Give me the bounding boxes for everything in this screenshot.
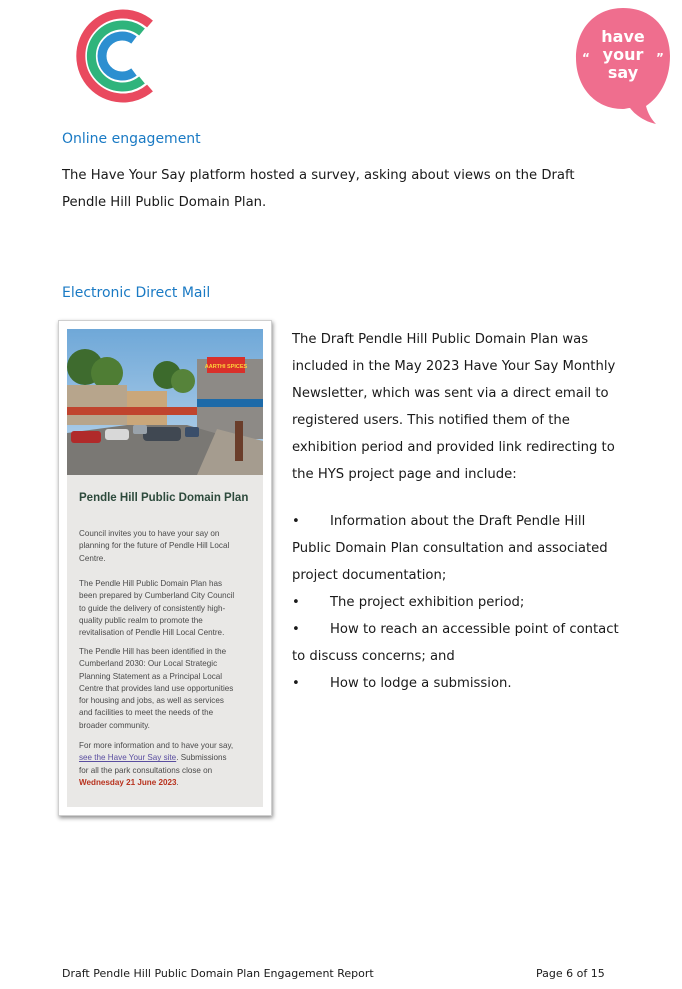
- hys-word-have: have: [601, 27, 645, 46]
- list-item-text: How to reach an accessible point of contact: [330, 622, 619, 637]
- bullet-icon: •: [292, 595, 300, 610]
- shop-sign: AARTHI SPICES: [204, 364, 248, 370]
- footer-page-number: Page 6 of 15: [536, 967, 605, 980]
- text-line: The Draft Pendle Hill Public Domain Plan was: [292, 332, 589, 347]
- council-logo: [66, 6, 158, 106]
- text-line: Pendle Hill Public Domain Plan.: [62, 195, 267, 210]
- text-line: the HYS project page and include:: [292, 467, 517, 482]
- bullet-icon: •: [292, 622, 300, 637]
- online-engagement-heading: Online engagement: [62, 131, 201, 147]
- text-fragment: .: [176, 777, 179, 787]
- list-item-continuation: to discuss concerns; and: [292, 649, 455, 664]
- electronic-direct-mail-heading: Electronic Direct Mail: [62, 285, 211, 301]
- newsletter-paragraph-3: [79, 646, 255, 732]
- text-line: The Have Your Say platform hosted a survey, asking about views on the Draft: [62, 168, 575, 183]
- text-line: For more information and to have your say,: [79, 741, 234, 750]
- list-item: [292, 589, 632, 616]
- text-line: registered users. This notified them of the: [292, 413, 570, 428]
- bullet-icon: •: [292, 514, 300, 529]
- list-item-continuation: project documentation;: [292, 568, 447, 583]
- text-line: to guide the delivery of consistently high-: [79, 603, 226, 613]
- text-line: Newsletter, which was sent via a direct email to: [292, 386, 609, 401]
- text-line: Council invites you to have your say on: [79, 529, 220, 538]
- have-your-say-logo: [572, 4, 674, 128]
- newsletter-screenshot: [58, 320, 272, 816]
- text-line: exhibition period and provided link redirecting to: [292, 440, 615, 455]
- list-item: [292, 508, 632, 535]
- svg-text:“: “: [582, 51, 590, 65]
- footer-report-title: Draft Pendle Hill Public Domain Plan Engagement Report: [62, 967, 374, 980]
- list-item-continuation: Public Domain Plan consultation and associated: [292, 541, 608, 556]
- closing-date: Wednesday 21 June 2023: [79, 777, 177, 787]
- text-line: included in the May 2023 Have Your Say Monthly: [292, 359, 616, 374]
- electronic-direct-mail-paragraph: [292, 326, 632, 488]
- list-item-text: How to lodge a submission.: [330, 676, 512, 691]
- text-line: Planning Statement as a Principal Local: [79, 671, 223, 681]
- list-item-text: Information about the Draft Pendle Hill: [330, 514, 586, 529]
- text-line: [79, 752, 255, 764]
- newsletter-paragraph-2: [79, 578, 255, 639]
- text-line: Cumberland 2030: Our Local Strategic: [79, 659, 218, 669]
- newsletter-title: Pendle Hill Public Domain Plan: [79, 492, 249, 504]
- newsletter-body: [67, 329, 263, 807]
- text-line: for housing and jobs, as well as services: [79, 696, 224, 706]
- text-line: revitalisation of Pendle Hill Local Centre.: [79, 628, 225, 638]
- text-line: Centre.: [79, 553, 106, 563]
- text-line: Centre that provides land use opportunities: [79, 683, 234, 693]
- list-item-text: The project exhibition period;: [330, 595, 525, 610]
- text-line: The Pendle Hill has been identified in the: [79, 647, 227, 656]
- online-engagement-paragraph: [62, 162, 602, 216]
- text-fragment: . Submissions: [176, 753, 227, 763]
- text-line: broader community.: [79, 720, 150, 730]
- svg-text:”: ”: [656, 51, 664, 65]
- text-line: for all the park consultations close on: [79, 765, 213, 775]
- bullet-list: [292, 508, 632, 697]
- text-line: planning for the future of Pendle Hill Local: [79, 541, 230, 551]
- hys-word-say: say: [607, 63, 639, 82]
- text-line: [79, 777, 255, 789]
- newsletter-paragraph-1: [79, 528, 255, 565]
- have-your-say-site-link[interactable]: see the Have Your Say site: [79, 753, 177, 763]
- bullet-icon: •: [292, 676, 300, 691]
- pendle-hill-street-photo: [67, 329, 263, 475]
- list-item: [292, 616, 632, 643]
- text-line: been prepared by Cumberland City Council: [79, 591, 235, 601]
- text-line: quality public realm to promote the: [79, 615, 203, 625]
- text-line: and facilities to meet the needs of the: [79, 708, 214, 718]
- list-item: [292, 670, 632, 697]
- newsletter-paragraph-4: [79, 740, 255, 789]
- hys-word-your: your: [602, 45, 644, 64]
- text-line: The Pendle Hill Public Domain Plan has: [79, 579, 223, 588]
